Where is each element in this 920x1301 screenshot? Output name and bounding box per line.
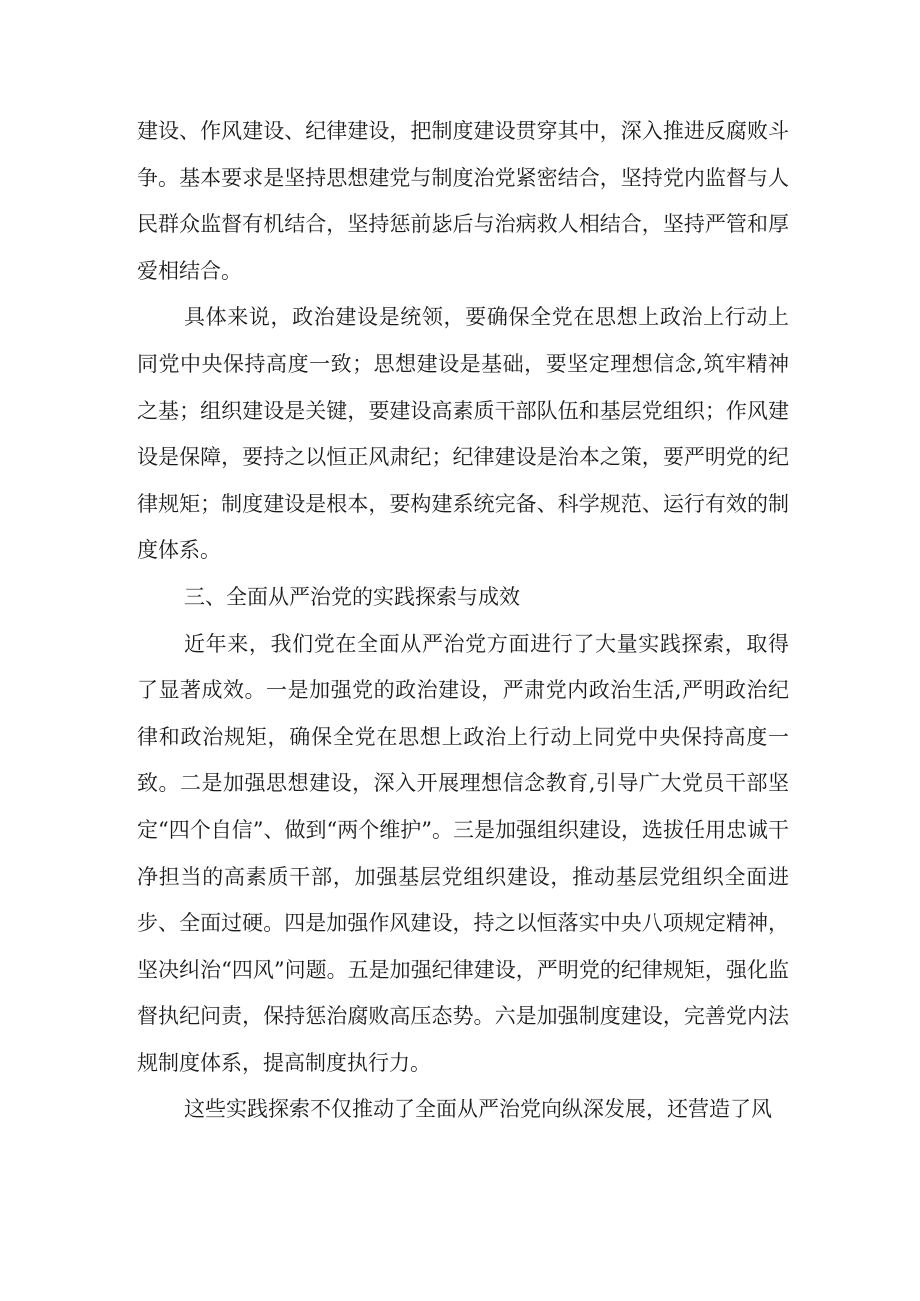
document-body [137,108,789,1133]
paragraph-practice: 近年来，我们党在全面从严治党方面进行了大量实践探索，取得了显著成效。一是加强党的政治建设，严肃党内政治生活,严明政治纪律和政治规矩，确保全党在思想上政治上行动上同党中央保持高度一致。二是加强思想建设，深入开展理想信念教育,引导广大党员干部坚定“四个自信”、做到“两个维护”。三是加强组织建设，选拔任用忠诚干净担当的高素质干部，加强基层党组织建设，推动基层党组织全面进步、全面过硬。四是加强作风建设，持之以恒落实中央八项规定精神，坚决纠治“四风”问题。五是加强纪律建设，严明党的纪律规矩，强化监督执纪问责，保持惩治腐败高压态势。六是加强制度建设，完善党内法规制度体系，提高制度执行力。 [137,631,789,1075]
paragraph-specifics: 具体来说，政治建设是统领，要确保全党在思想上政治上行动上同党中央保持高度一致；思想建设是基础，要坚定理想信念,筑牢精神之基；组织建设是关键，要建设高素质干部队伍和基层党组织；作风建设是保障，要持之以恒正风肃纪；纪律建设是治本之策，要严明党的纪律规矩；制度建设是根本，要构建系统完备、科学规范、运行有效的制度体系。 [137,305,789,563]
paragraph-continued: 建设、作风建设、纪律建设，把制度建设贯穿其中，深入推进反腐败斗争。基本要求是坚持思想建党与制度治党紧密结合，坚持党内监督与人民群众监督有机结合，坚持惩前毖后与治病救人相结合，坚持严管和厚爱相结合。 [137,119,789,283]
paragraph-results: 这些实践探索不仅推动了全面从严治党向纵深发展，还营造了风 [184,1097,772,1122]
section-heading: 三、全面从严治党的实践探索与成效 [184,584,520,609]
